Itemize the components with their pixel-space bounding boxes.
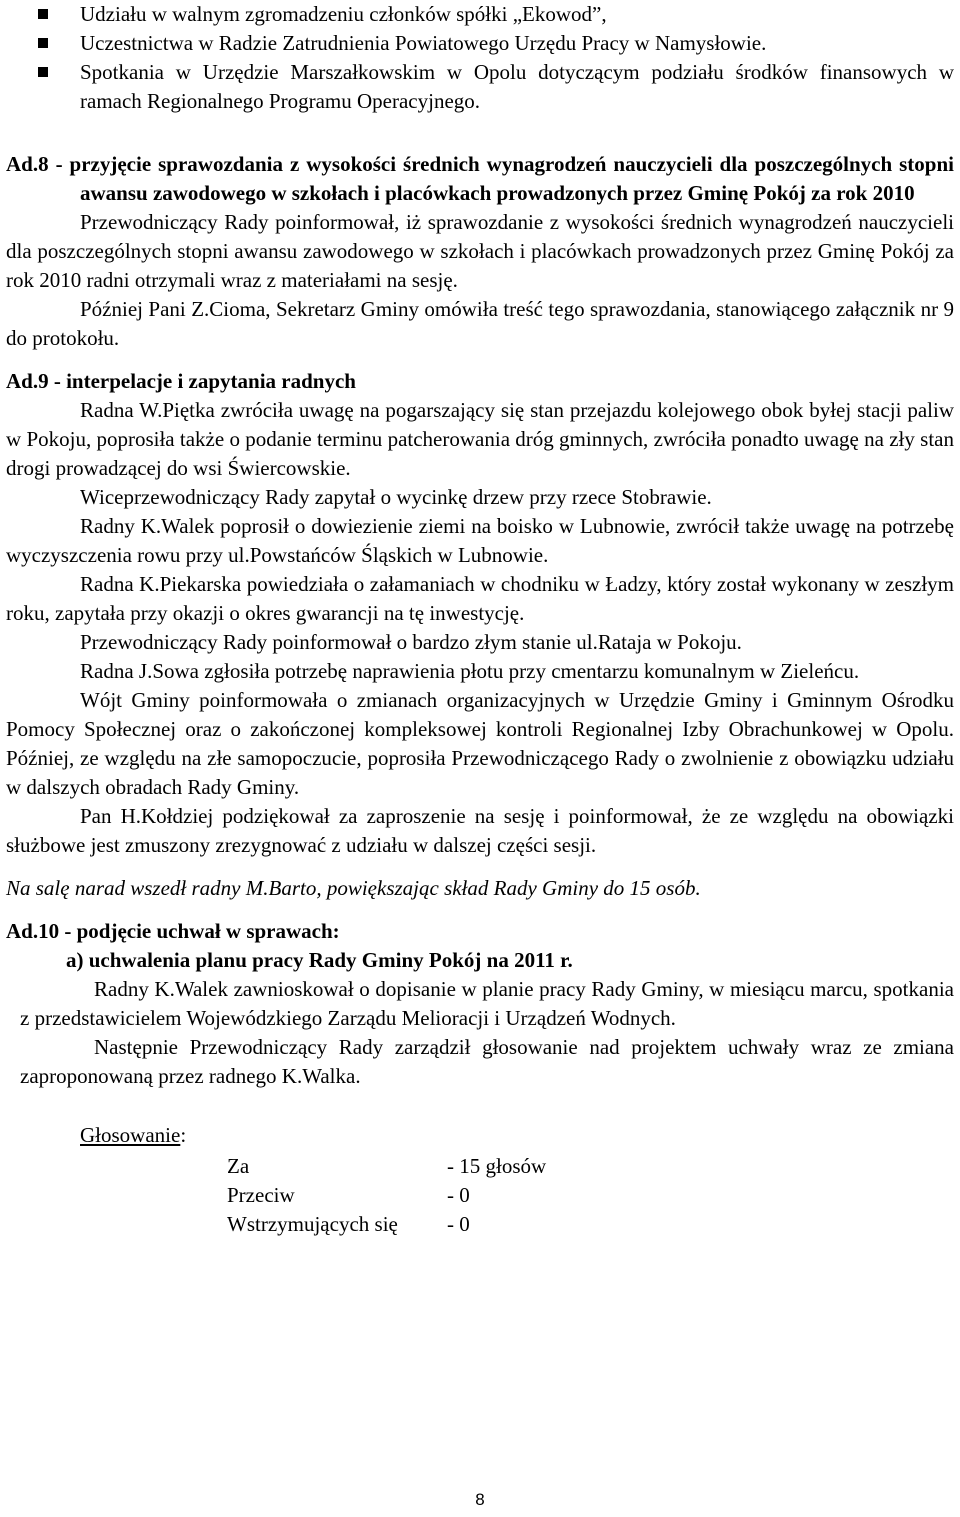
square-bullet-icon [38, 9, 48, 19]
paragraph: Następnie Przewodniczący Rady zarządził głosowanie nad projektem uchwały wraz ze zmiana zaproponowaną przez radnego K.Walka. [20, 1035, 954, 1088]
table-row [227, 1181, 546, 1210]
list-item: Spotkania w Urzędzie Marszałkowskim w Opolu dotyczącym podziału środków finansowych w ramach Regionalnego Programu Operacyjnego. [6, 58, 954, 116]
paragraph: Wiceprzewodniczący Rady zapytał o wycinkę drzew przy rzece Stobrawie. [80, 485, 712, 509]
voting-colon: : [180, 1123, 187, 1147]
italic-note: Na salę narad wszedł radny M.Barto, powiększając skład Rady Gminy do 15 osób. [6, 876, 701, 900]
list-item: Uczestnictwa w Radzie Zatrudnienia Powiatowego Urzędu Pracy w Namysłowie. [6, 29, 954, 58]
square-bullet-icon [38, 67, 48, 77]
vote-label: Za [227, 1154, 250, 1178]
voting-heading [6, 1121, 954, 1150]
paragraph: Radna K.Piekarska powiedziała o załamaniach w chodniku w Ładzy, który został wykonany w zeszłym roku, zapytała przy okazji o okres gwarancji na tę inwestycję. [6, 572, 954, 625]
paragraph: Później Pani Z.Cioma, Sekretarz Gminy omówiła treść tego sprawozdania, stanowiącego załącznik nr 9 do protokołu. [6, 297, 954, 350]
paragraph: Radny K.Walek zawnioskował o dopisanie w planie pracy Rady Gminy, w miesiącu marcu, spotkania z przedstawicielem Wojewódzkiego Zarządu Melioracji i Urządzeń Wodnych. [20, 977, 954, 1030]
paragraph: Pan H.Kołdziej podziękował za zaproszenie na sesję i poinformował, że ze względu na obowiązki służbowe jest zmuszony zrezygnować z udziału w dalszej części sesji. [6, 804, 954, 857]
section-ad10-body [6, 975, 954, 1091]
section-heading-ad8: Ad.8 - przyjęcie sprawozdania z wysokości średnich wynagrodzeń nauczycieli dla poszczególnych stopni awansu zawodowego w szkołach i placówkach prowadzonych przez Gminę Pokój za rok 2010 [6, 152, 954, 205]
bullet-list [6, 0, 954, 116]
vote-label: Przeciw [227, 1183, 295, 1207]
paragraph: Wójt Gminy poinformowała o zmianach organizacyjnych w Urzędzie Gminy i Gminnym Ośrodku Pomocy Społecznej oraz o zakończonej kompleksowej kontroli Regionalnej Izby Obrachunkowej w Opolu. Później, ze względu na złe samopoczucie, poprosiła Przewodniczącego Rady o zwolnienie z obowiązku udziału w dalszych obradach Rady Gminy. [6, 688, 954, 799]
paragraph: Przewodniczący Rady poinformował o bardzo złym stanie ul.Rataja w Pokoju. [80, 630, 742, 654]
table-row [227, 1210, 546, 1239]
subsection-a-heading: a) uchwalenia planu pracy Rady Gminy Pokój na 2011 r. [66, 948, 573, 972]
vote-value: - 15 głosów [447, 1154, 547, 1178]
section-heading-ad9: Ad.9 - interpelacje i zapytania radnych [6, 369, 356, 393]
table-row [227, 1152, 546, 1181]
document-page [6, 0, 954, 1239]
section-heading-ad10: Ad.10 - podjęcie uchwał w sprawach: [6, 919, 340, 943]
vote-value: - 0 [447, 1183, 470, 1207]
paragraph: Przewodniczący Rady poinformował, iż sprawozdanie z wysokości średnich wynagrodzeń nauczycieli dla poszczególnych stopni awansu zawodowego w szkołach i placówkach prowadzonych przez Gminę Pokój za rok 2010 radni otrzymali wraz z materiałami na sesję. [6, 210, 954, 292]
paragraph: Radna J.Sowa zgłosiła potrzebę naprawienia płotu przy cmentarzu komunalnym w Zieleńcu. [80, 659, 860, 683]
vote-value: - 0 [447, 1212, 470, 1236]
voting-results [227, 1152, 546, 1239]
list-item: Udziału w walnym zgromadzeniu członków spółki „Ekowod”, [6, 0, 954, 29]
paragraph: Radna W.Piętka zwróciła uwagę na pogarszający się stan przejazdu kolejowego obok byłej stacji paliw w Pokoju, poprosiła także o podanie terminu patcherowania dróg gminnych, zwróciła ponadto uwagę na zły stan drogi prowadzącej do wsi Świercowskie. [6, 398, 954, 480]
square-bullet-icon [38, 38, 48, 48]
paragraph: Radny K.Walek poprosił o dowiezienie ziemi na boisko w Lubnowie, zwrócił także uwagę na potrzebę wyczyszczenia rowu przy ul.Powstańców Śląskich w Lubnowie. [6, 514, 954, 567]
voting-label: Głosowanie [80, 1123, 181, 1147]
page-number: 8 [475, 1490, 485, 1509]
vote-label: Wstrzymujących się [227, 1212, 398, 1236]
